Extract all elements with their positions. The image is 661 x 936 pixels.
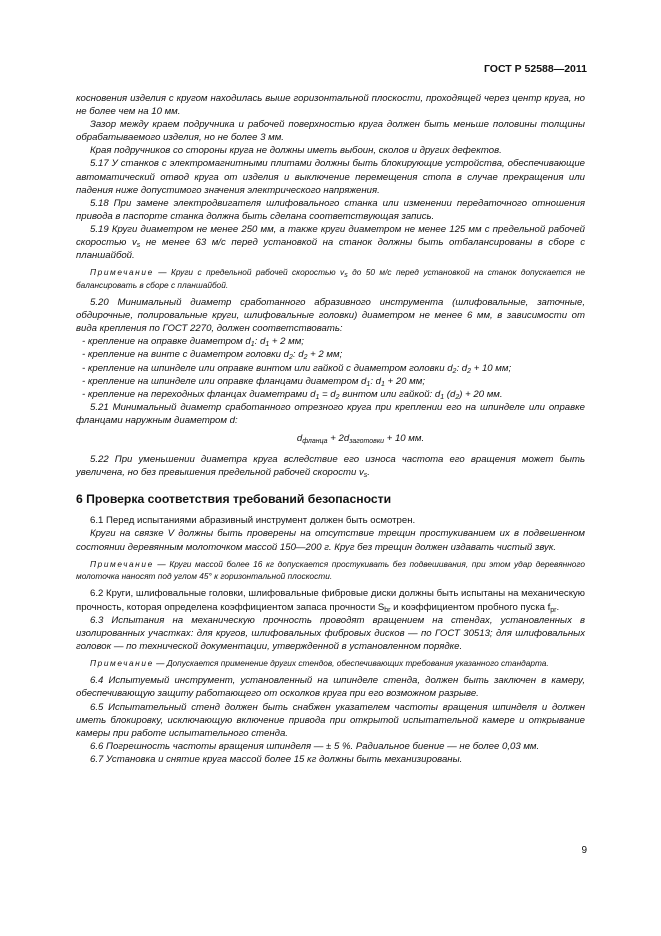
clause-6-3: 6.3 Испытания на механическую прочность проводят вращением на стендах, установленных в изолированных участках: для кругов, шлифовальных фибровых дисков — по ГОСТ 30513; для шлифовальных головок — по технической документации, утвержденной в установленном порядке. <box>76 614 585 652</box>
clause-5-17: 5.17 У станков с электромагнитными плитами должны быть блокирующие устройства, обеспечивающие автоматический отвод круга от изделия и выключение перемещения стопа в случае прекращения или падения ниже допустимого значения электрического напряжения. <box>76 158 585 196</box>
section-heading: 6 Проверка соответствия требований безопасности <box>76 492 392 507</box>
clause-5-20: 5.20 Минимальный диаметр сработанного абразивного инструмента (шлифовальные, заточные, обдирочные, полировальные круги, шлифовальные головки) диаметром не менее 6 мм, в зависимости от вида крепления по ГОСТ 2270, должен соответствовать: <box>76 297 585 335</box>
page-body <box>76 92 585 766</box>
note-balancing: Примечание — Круги с предельной рабочей скоростью $v_s$ до 50 м/с перед установкой на станок допускается не балансировать в сборе с планшайбой. <box>76 267 585 290</box>
clause-6-1-detail: Круги на связке V должны быть проверены на отсутствие трещин простукиванием их в подвешенном состоянии деревянным молоточком массой 150—200 г. Круг без трещин должен издавать чистый звук. <box>76 528 585 553</box>
note-tapping: Примечание — Круги массой более 16 кг допускается простукивать без подвешивания, при этом удар деревянного молоточка наносят под углом 45° к горизонтальной плоскости. <box>76 558 585 582</box>
paragraph-rest-edges: Края подручников со стороны круга не должны иметь выбоин, сколов и других дефектов. <box>90 145 502 157</box>
clause-5-21: 5.21 Минимальный диаметр сработанного отрезного круга при креплении его на шпинделе или оправке фланцами наружным диаметром d: <box>76 401 585 426</box>
clause-6-6: 6.6 Погрешность частоты вращения шпинделя — ± 5 %. Радиальное биение — не более 0,03 мм. <box>90 740 540 752</box>
clause-6-7: 6.7 Установка и снятие круга массой более 15 кг должны быть механизированы. <box>90 753 463 765</box>
list-item: - крепление на переходных фланцах диаметрами $d_1 = d_2$ винтом или гайкой: $d_1$ $(d_2) + 20$ мм. <box>82 388 503 401</box>
paragraph-rest-gap: Зазор между краем подручника и рабочей поверхностью круга должен быть меньше половины толщины обрабатываемого изделия, но не более 3 мм. <box>76 119 585 144</box>
paragraph-continuation: косновения изделия с кругом находилась выше горизонтальной плоскости, проходящей через центр круга, но не более чем на 10 мм. <box>76 93 585 118</box>
page-number: 9 <box>581 845 587 856</box>
note-stands: Примечание — Допускается применение других стендов, обеспечивающих требования указанного стандарта. <box>90 657 549 668</box>
clause-5-22: 5.22 При уменьшении диаметра круга вследствие его износа частота его вращения может быть увеличена, но без превышения предельной рабочей скорости $v_s$. <box>76 454 585 480</box>
clause-6-5: 6.5 Испытательный стенд должен быть снабжен указателем частоты вращения шпинделя и должен иметь блокировку, исключающую включение привода при открытой испытательной камере и открывание камеры при работе испытательного стенда. <box>76 701 585 739</box>
list-item: - крепление на оправке диаметром $d_1$: $d_1 + 2$ мм; <box>82 336 304 349</box>
formula: $d_{фланца} + 2d_{заготовки} + 10$ мм. <box>296 432 425 445</box>
clause-6-2: 6.2 Круги, шлифовальные головки, шлифовальные фибровые диски должны быть испытаны на механическую прочность, которая определена коэффициентом запаса прочности $S_{br}$ и коэффициентом пробного пуска $f_{pr}$. <box>76 588 585 614</box>
list-item: - крепление на винте с диаметром головки $d_2$: $d_2 + 2$ мм; <box>82 349 343 362</box>
list-item: - крепление на шпинделе или оправке винтом или гайкой с диаметром головки $d_2$: $d_2 + 10$ мм; <box>82 362 512 375</box>
list-item: - крепление на шпинделе или оправке фланцами диаметром $d_1$: $d_1 + 20$ мм; <box>82 375 425 388</box>
clause-5-18: 5.18 При замене электродвигателя шлифовального станка или изменении передаточного отношения привода в паспорте станка должна быть сделана соответствующая запись. <box>76 197 585 222</box>
clause-6-1: 6.1 Перед испытаниями абразивный инструмент должен быть осмотрен. <box>90 515 416 527</box>
clause-6-4: 6.4 Испытуемый инструмент, установленный на шпинделе стенда, должен быть заключен в камеру, обеспечивающую защиту работающего от осколков круга при его возможном разрыве. <box>76 675 585 700</box>
document-code: ГОСТ Р 52588—2011 <box>483 63 587 75</box>
clause-5-19: 5.19 Круги диаметром не менее 250 мм, а также круги диаметром не менее 125 мм с предельной рабочей скоростью $v_s$ не менее 63 м/с перед установкой на станок должны быть отбалансированы в сборе с планшайбой. <box>76 223 585 262</box>
